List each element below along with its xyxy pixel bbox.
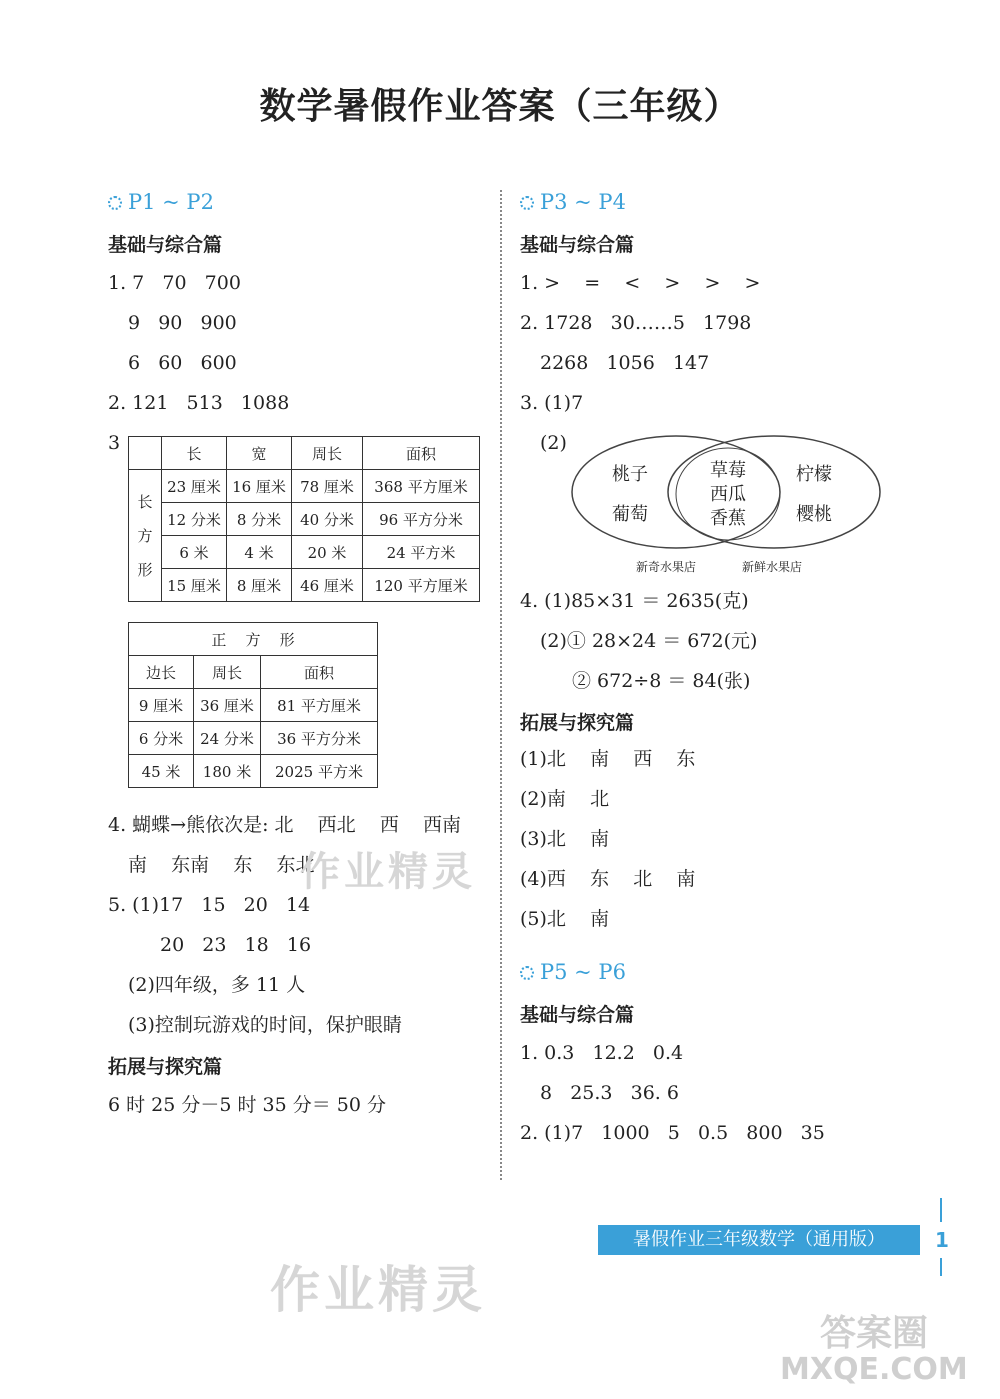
site-watermark: MXQE.COM <box>780 1352 968 1387</box>
table-cell: 81 平方厘米 <box>261 689 378 722</box>
answer-line: 5. (1)17 15 20 14 <box>108 894 311 916</box>
right-pages-heading: P3 ~ P4 <box>520 190 626 214</box>
answer-line: ② 672÷8 ＝ 84(张) <box>572 670 751 692</box>
table-header-cell: 面积 <box>363 437 480 470</box>
table-header-cell: 宽 <box>227 437 292 470</box>
table-cell: 46 厘米 <box>292 569 363 602</box>
venn-item: 葡萄 <box>612 504 648 525</box>
left-pages-heading: P1 ~ P2 <box>108 190 214 214</box>
table-cell: 120 平方厘米 <box>363 569 480 602</box>
table-cell: 20 米 <box>292 536 363 569</box>
left-section-basic: 基础与综合篇 <box>108 234 223 256</box>
table-cell: 23 厘米 <box>162 470 227 503</box>
venn-item: 西瓜 <box>710 484 746 505</box>
page-title: 数学暑假作业答案（三年级） <box>259 86 741 127</box>
table-header-cell: 周长 <box>292 437 363 470</box>
table-cell: 24 平方米 <box>363 536 480 569</box>
question-number: 3 <box>108 432 121 454</box>
table-row <box>129 755 378 788</box>
table-header-cell: 边长 <box>129 656 194 689</box>
table-cell: 36 厘米 <box>194 689 261 722</box>
table-cell: 8 厘米 <box>227 569 292 602</box>
page-number: 1 <box>935 1228 949 1252</box>
answer-line: 4. 蝴蝶→熊依次是: 北 西北 西 西南 <box>108 814 462 836</box>
table-cell: 2025 平方米 <box>261 755 378 788</box>
answer-line: 6 时 25 分－5 时 35 分＝ 50 分 <box>108 1094 387 1116</box>
table-cell: 36 平方分米 <box>261 722 378 755</box>
table-title-cell: 正 方 形 <box>129 623 378 656</box>
answer-line: (1)北 南 西 东 <box>520 748 696 770</box>
right-pages-heading-2: P5 ~ P6 <box>520 960 626 984</box>
venn-item: 樱桃 <box>796 504 832 525</box>
right-section-basic-2: 基础与综合篇 <box>520 1004 635 1026</box>
answer-line: 4. (1)85×31 ＝ 2635(克) <box>520 590 749 612</box>
answer-line: (2)① 28×24 ＝ 672(元) <box>540 630 758 652</box>
circle-dot-icon <box>520 966 534 980</box>
table-cell: 6 米 <box>162 536 227 569</box>
table-row <box>129 569 480 602</box>
answer-line: 2. 121 513 1088 <box>108 392 290 414</box>
table-row <box>129 689 378 722</box>
answer-line: 2. (1)7 1000 5 0.5 800 35 <box>520 1122 825 1144</box>
circle-dot-icon <box>108 196 122 210</box>
table-cell: 45 米 <box>129 755 194 788</box>
table-header-cell: 长 <box>162 437 227 470</box>
table-title-row <box>129 623 378 656</box>
answer-line: 3. (1)7 <box>520 392 584 414</box>
answer-line: 南 东南 东 东北 <box>128 854 315 876</box>
answer-line: (3)北 南 <box>520 828 610 850</box>
venn-item: 香蕉 <box>710 508 746 529</box>
answer-line: 1. > = < > > > <box>520 272 761 294</box>
answer-line: (2)四年级，多 11 人 <box>128 974 306 996</box>
venn-item: 桃子 <box>612 464 648 485</box>
table-cell: 180 米 <box>194 755 261 788</box>
answer-line: (4)西 东 北 南 <box>520 868 696 890</box>
answer-line: 1. 7 70 700 <box>108 272 241 294</box>
answer-line: 8 25.3 36. 6 <box>540 1082 679 1104</box>
table-cell: 4 米 <box>227 536 292 569</box>
venn-caption: 新奇水果店 <box>636 560 697 574</box>
watermark-stamp: 作业精灵 <box>270 1261 486 1319</box>
table-cell: 368 平方厘米 <box>363 470 480 503</box>
right-section-extend: 拓展与探究篇 <box>520 712 635 734</box>
table-cell: 15 厘米 <box>162 569 227 602</box>
table-cell: 12 分米 <box>162 503 227 536</box>
table-cell: 40 分米 <box>292 503 363 536</box>
table-row <box>129 536 480 569</box>
book-title-bar: 暑假作业三年级数学（通用版） <box>598 1225 920 1255</box>
venn-item: 柠檬 <box>796 464 832 485</box>
answer-line: (2)南 北 <box>520 788 610 810</box>
page-tick-bottom <box>940 1258 942 1276</box>
square-table <box>128 622 378 788</box>
answer-line: (2) <box>540 432 567 454</box>
row-label-cell <box>129 470 162 602</box>
table-row <box>129 722 378 755</box>
table-corner-cell <box>129 437 162 470</box>
table-cell: 9 厘米 <box>129 689 194 722</box>
venn-caption: 新鲜水果店 <box>742 560 803 574</box>
row-label-char: 方 <box>137 526 153 545</box>
answer-line: 9 90 900 <box>128 312 237 334</box>
table-cell: 24 分米 <box>194 722 261 755</box>
venn-item: 草莓 <box>710 460 746 481</box>
answer-line: 1. 0.3 12.2 0.4 <box>520 1042 684 1064</box>
right-section-basic: 基础与综合篇 <box>520 234 635 256</box>
row-label-char: 形 <box>137 560 153 579</box>
table-header-cell: 周长 <box>194 656 261 689</box>
answer-line: 6 60 600 <box>128 352 237 374</box>
left-section-extend: 拓展与探究篇 <box>108 1056 223 1078</box>
table-cell: 6 分米 <box>129 722 194 755</box>
answer-line: 2268 1056 147 <box>540 352 710 374</box>
table-cell: 8 分米 <box>227 503 292 536</box>
table-cell: 96 平方分米 <box>363 503 480 536</box>
answer-line: 20 23 18 16 <box>160 934 312 956</box>
table-row <box>129 503 480 536</box>
rectangle-table <box>128 436 480 602</box>
page-tick-top <box>940 1198 942 1222</box>
site-logo: 答案圈 <box>820 1313 929 1354</box>
table-header-row <box>129 656 378 689</box>
table-header-row <box>129 437 480 470</box>
table-cell: 16 厘米 <box>227 470 292 503</box>
table-row <box>129 470 480 503</box>
answer-line: (3)控制玩游戏的时间，保护眼睛 <box>128 1014 402 1036</box>
row-label-char: 长 <box>137 492 153 511</box>
answer-line: (5)北 南 <box>520 908 610 930</box>
column-divider <box>500 190 502 1180</box>
watermark-stamp: 作业精灵 <box>300 849 476 895</box>
circle-dot-icon <box>520 196 534 210</box>
venn-right-circle <box>668 436 880 548</box>
table-header-cell: 面积 <box>261 656 378 689</box>
answer-line: 2. 1728 30……5 1798 <box>520 312 752 334</box>
table-cell: 78 厘米 <box>292 470 363 503</box>
